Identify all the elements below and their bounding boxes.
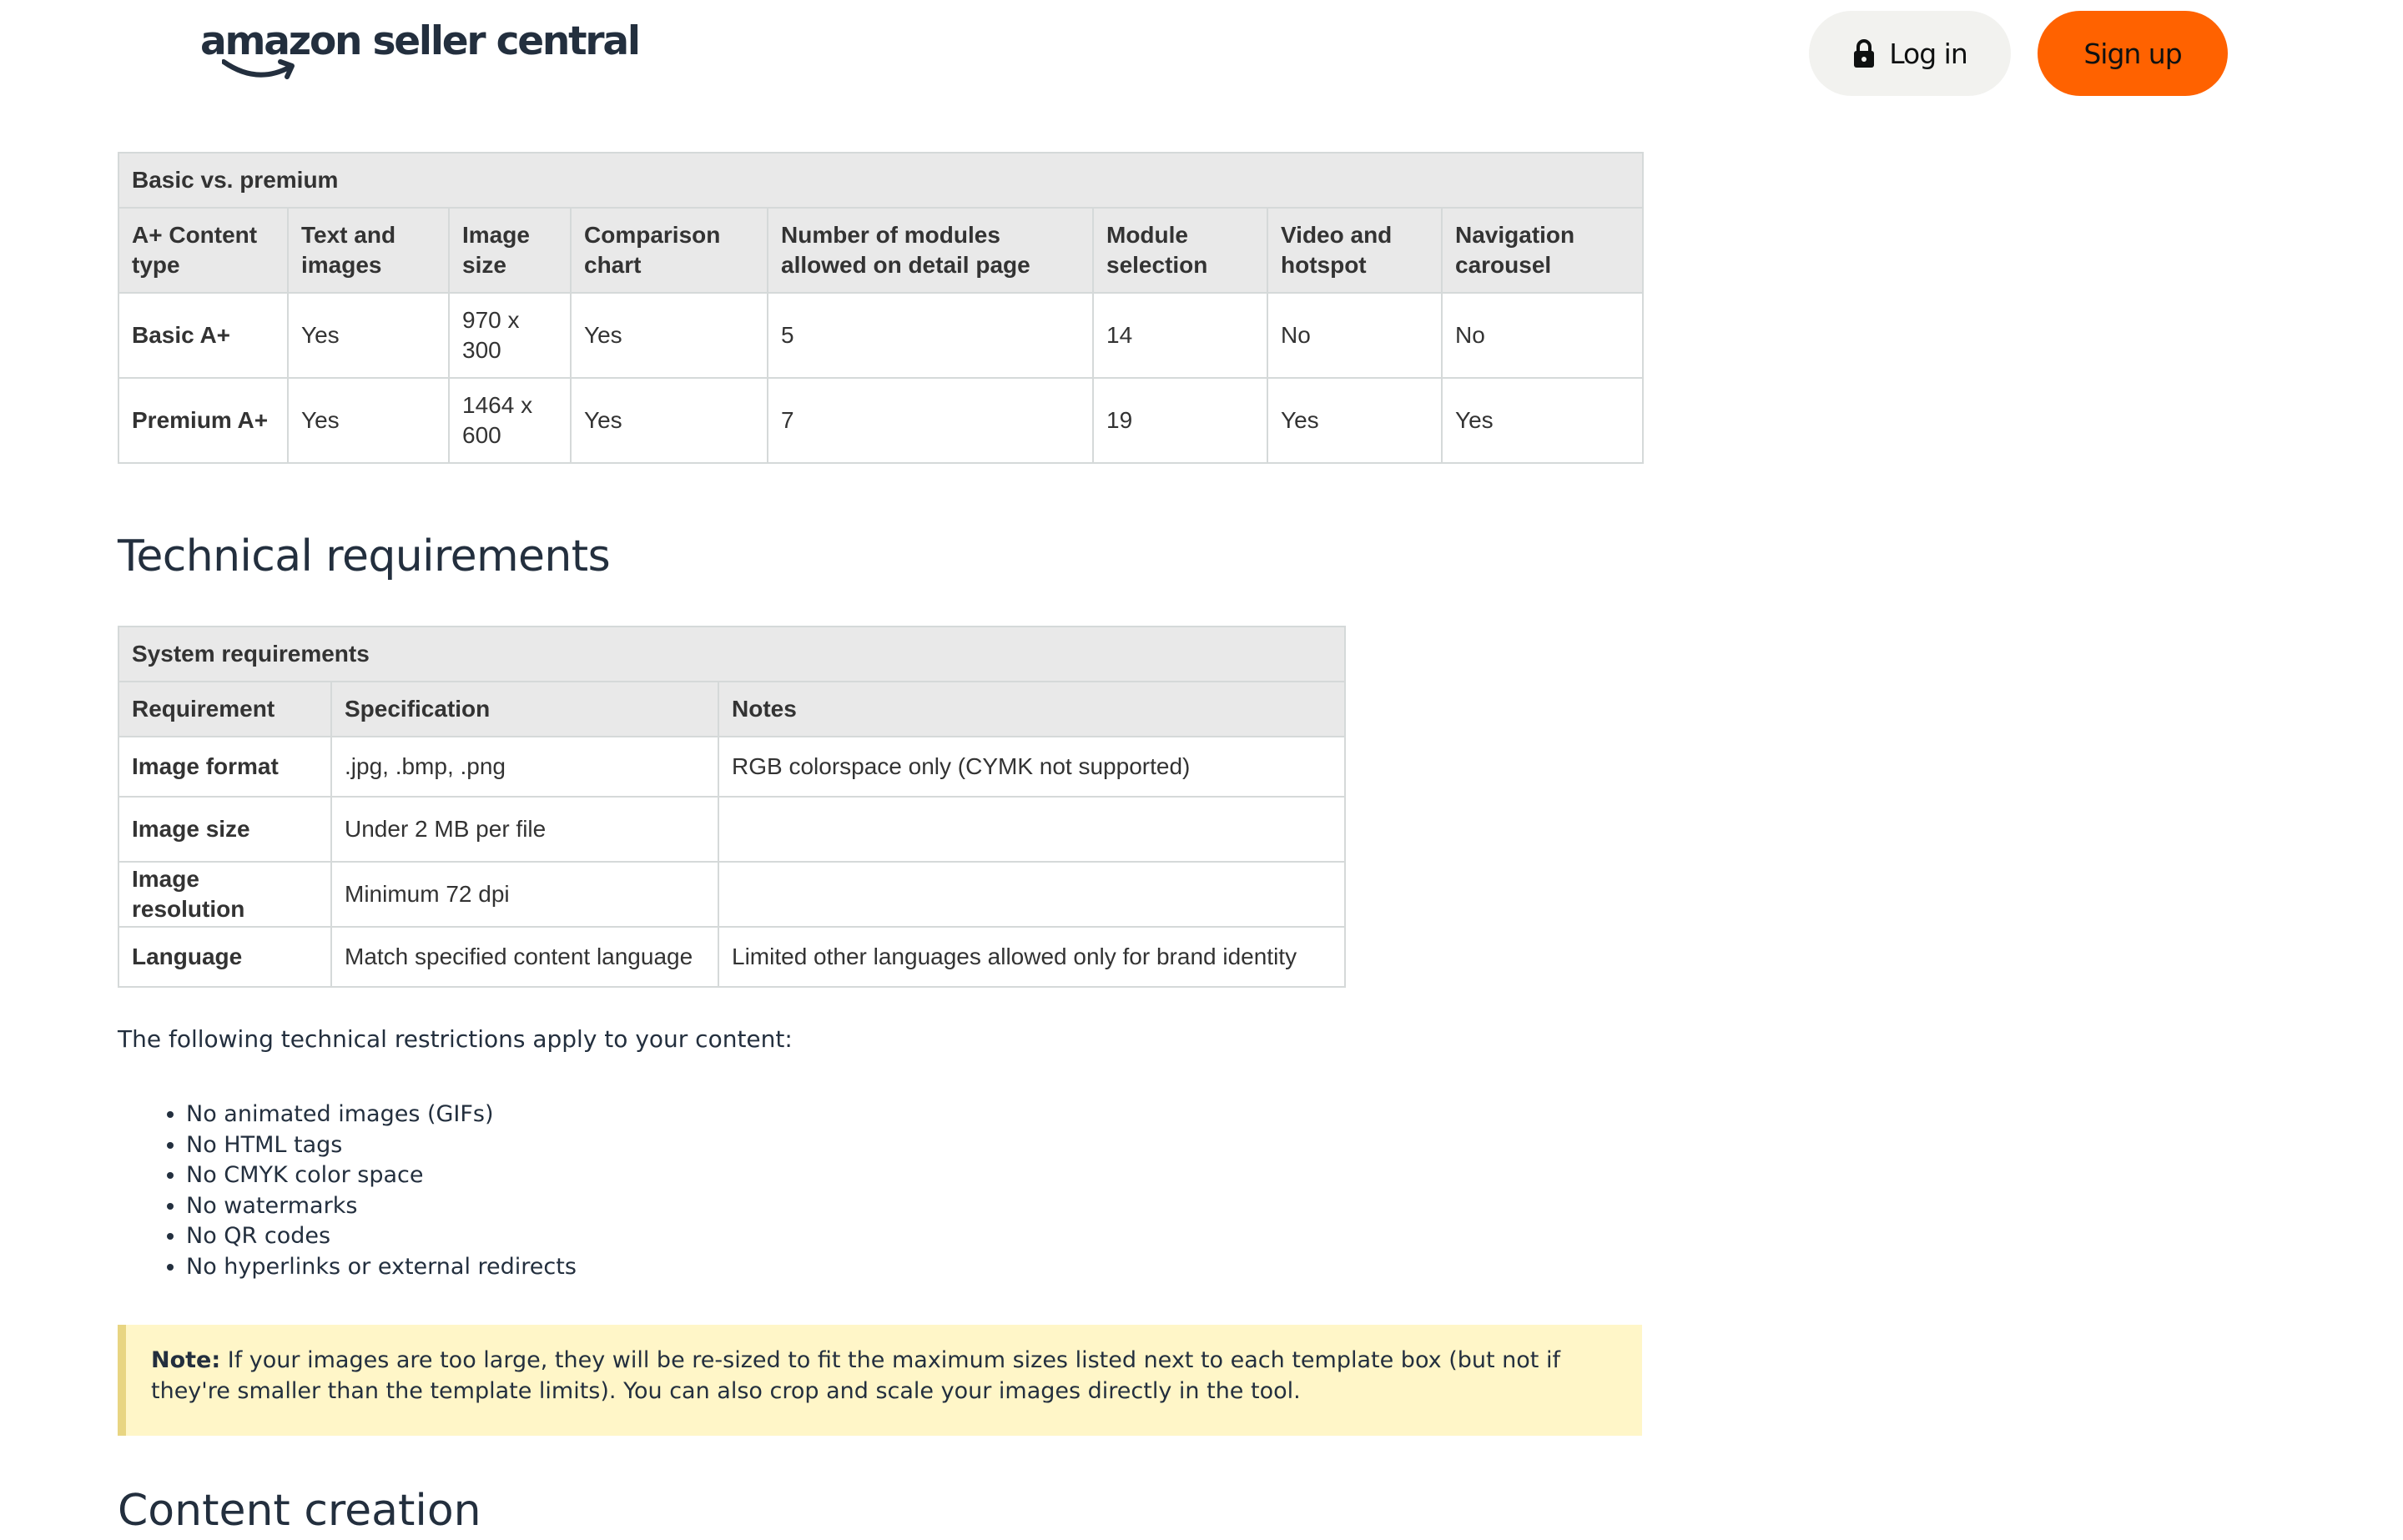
table-cell: 14: [1093, 293, 1267, 378]
table-cell: Yes: [288, 293, 449, 378]
note-text: If your images are too large, they will be re-sized to fit the maximum sizes listed next to each template box (but not if they're smaller than the template limits). You can also crop and scale your images directly in the tool.: [151, 1347, 1560, 1404]
table-cell: Image format: [118, 737, 331, 797]
table-cell: No: [1267, 293, 1442, 378]
section-heading-technical-requirements: Technical requirements: [118, 531, 611, 581]
list-item: • No animated images (GIFs): [186, 1100, 577, 1130]
table-caption: System requirements: [118, 627, 1345, 682]
table-cell: 970 x 300: [449, 293, 571, 378]
table-cell: Language: [118, 927, 331, 987]
table-row: [118, 797, 1345, 862]
note-callout: [118, 1325, 1642, 1436]
table-cell: No: [1442, 293, 1643, 378]
table-cell: RGB colorspace only (CYMK not supported): [718, 737, 1345, 797]
column-header: Module selection: [1093, 208, 1267, 293]
table-cell: Yes: [1267, 378, 1442, 463]
table-row: [118, 378, 1643, 463]
table-cell: [718, 797, 1345, 862]
column-header: Number of modules allowed on detail page: [768, 208, 1093, 293]
column-header: Image size: [449, 208, 571, 293]
basic-vs-premium-table: [118, 152, 1644, 464]
table-cell: Minimum 72 dpi: [331, 862, 718, 927]
lock-icon: [1852, 38, 1876, 68]
restrictions-list: [118, 1100, 577, 1282]
logo-text: amazon seller central: [200, 18, 639, 64]
table-cell: Image resolution: [118, 862, 331, 927]
table-cell: Yes: [571, 378, 768, 463]
column-header: Requirement: [118, 682, 331, 737]
table-cell: Yes: [1442, 378, 1643, 463]
table-cell: Yes: [288, 378, 449, 463]
restrictions-intro: The following technical restrictions apply to your content:: [118, 1025, 793, 1053]
table-row: [118, 862, 1345, 927]
list-item: • No hyperlinks or external redirects: [186, 1252, 577, 1283]
column-header: Video and hotspot: [1267, 208, 1442, 293]
column-header: Specification: [331, 682, 718, 737]
signup-label: Sign up: [2083, 37, 2182, 70]
table-cell: Image size: [118, 797, 331, 862]
list-item: • No CMYK color space: [186, 1160, 577, 1191]
table-cell: Match specified content language: [331, 927, 718, 987]
table-cell: [718, 862, 1345, 927]
table-cell: 5: [768, 293, 1093, 378]
table-cell: .jpg, .bmp, .png: [331, 737, 718, 797]
table-row: [118, 293, 1643, 378]
list-item: • No HTML tags: [186, 1130, 577, 1161]
table-cell: Under 2 MB per file: [331, 797, 718, 862]
table-caption: Basic vs. premium: [118, 153, 1643, 208]
signup-button[interactable]: [2038, 11, 2228, 96]
table-cell: 7: [768, 378, 1093, 463]
table-cell: Basic A+: [118, 293, 288, 378]
table-row: [118, 737, 1345, 797]
table-cell: Limited other languages allowed only for brand identity: [718, 927, 1345, 987]
column-header: Navigation carousel: [1442, 208, 1643, 293]
list-item: • No QR codes: [186, 1221, 577, 1252]
table-cell: 1464 x 600: [449, 378, 571, 463]
column-header: Comparison chart: [571, 208, 768, 293]
table-cell: 19: [1093, 378, 1267, 463]
column-header: Text and images: [288, 208, 449, 293]
section-heading-content-creation: Content creation: [118, 1486, 481, 1536]
column-header: Notes: [718, 682, 1345, 737]
table-cell: Premium A+: [118, 378, 288, 463]
note-label: Note:: [151, 1347, 221, 1373]
login-button[interactable]: [1809, 11, 2011, 96]
list-item: • No watermarks: [186, 1191, 577, 1222]
table-row: [118, 927, 1345, 987]
amazon-smile-logo: [222, 57, 297, 85]
table-cell: Yes: [571, 293, 768, 378]
login-label: Log in: [1889, 37, 1967, 70]
system-requirements-table: [118, 626, 1346, 988]
column-header: A+ Content type: [118, 208, 288, 293]
